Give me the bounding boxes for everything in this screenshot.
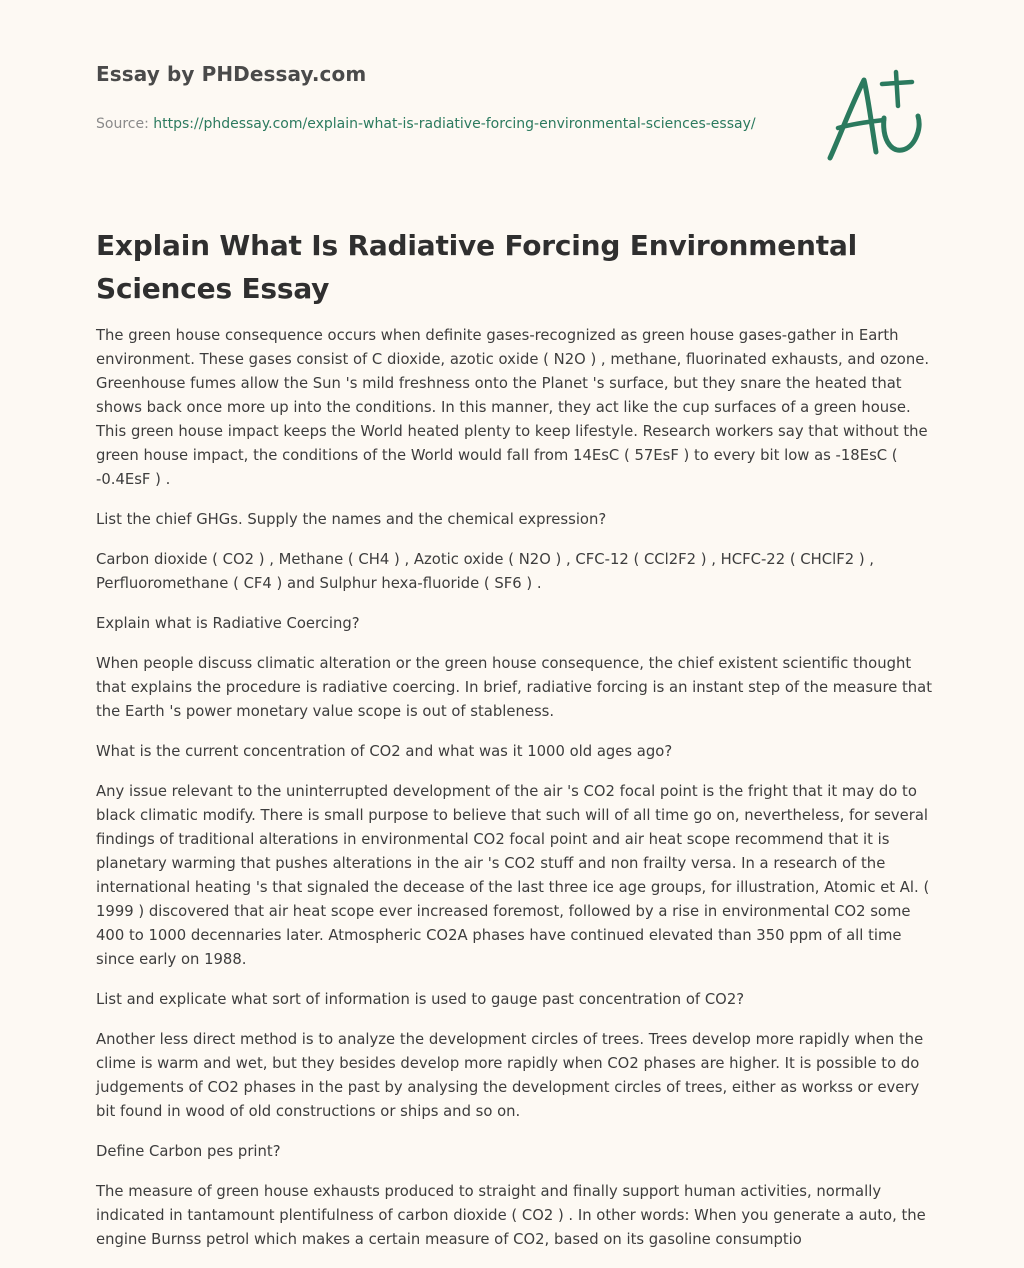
question: List the chief GHGs. Supply the names and the chemical expression? [96,511,607,528]
question: What is the current concentration of CO2 and what was it 1000 old ages ago? [96,743,673,760]
source-line [96,112,776,136]
source-label: Source: [96,116,149,132]
a-plus-logo [822,66,932,166]
paragraph: The measure of green house exhausts produced to straight and finally support human activities, normally indicated in tantamount plentifulness of carbon dioxide ( CO2 ) . In other words: When you generate a auto, the engine Burnss petrol which makes a certain measure of CO2, based on its gasoline consumptio [96,1183,926,1248]
paragraph: Carbon dioxide ( CO2 ) , Methane ( CH4 ) , Azotic oxide ( N2O ) , CFC-12 ( CCl2F2 ) , HCFC-22 ( CHClF2 ) , Perfluoromethane ( CF4 ) and Sulphur hexa-fluoride ( SF6 ) . [96,551,875,592]
paragraph: Any issue relevant to the uninterrupted development of the air 's CO2 focal point is the fright that it may do to black climatic modify. There is small purpose to believe that such will of all time go on, nevertheless, for several findings of traditional alterations in environmental CO2 focal point and air heat scope recommend that it is planetary warming that pushes alterations in the air 's CO2 stuff and non frailty versa. In a research of the international heating 's that signaled the decease of the last three ice age groups, for illustration, Atomic et Al. ( 1999 ) discovered that air heat scope ever increased foremost, followed by a rise in environmental CO2 some 400 to 1000 decennaries later. Atmospheric CO2A phases have continued elevated than 350 ppm of all time since early on 1988. [96,783,930,968]
question: Explain what is Radiative Coercing? [96,615,360,632]
essay-body [96,324,938,1268]
source-link[interactable]: https://phdessay.com/explain-what-is-radiative-forcing-environmental-sciences-essay/ [153,116,756,132]
question: Define Carbon pes print? [96,1143,281,1160]
paragraph: When people discuss climatic alteration or the green house consequence, the chief existent scientific thought that explains the procedure is radiative coercing. In brief, radiative forcing is an instant step of the measure that the Earth 's power monetary value scope is out of stableness. [96,655,933,720]
page-header [96,62,796,136]
site-brand: Essay by PHDessay.com [96,62,367,86]
page-title: Explain What Is Radiative Forcing Environmental Sciences Essay [96,229,858,305]
paragraph: The green house consequence occurs when definite gases-recognized as green house gases-gather in Earth environment. These gases consist of C dioxide, azotic oxide ( N2O ) , methane, fluorinated exhausts, and ozone. Greenhouse fumes allow the Sun 's mild freshness onto the Planet 's surface, but they snare the heated that shows back once more up into the conditions. In this manner, they act like the cup surfaces of a green house. This green house impact keeps the World heated plenty to keep lifestyle. Research workers say that without the green house impact, the conditions of the World would fall from 14EsC ( 57EsF ) to every bit low as -18EsC ( -0.4EsF ) . [96,327,930,488]
question: List and explicate what sort of information is used to gauge past concentration of CO2? [96,991,745,1008]
paragraph: Another less direct method is to analyze the development circles of trees. Trees develop more rapidly when the clime is warm and wet, but they besides develop more rapidly when CO2 phases are higher. It is possible to do judgements of CO2 phases in the past by analysing the development circles of trees, either as workss or every bit found in wood of old constructions or ships and so on. [96,1031,924,1120]
